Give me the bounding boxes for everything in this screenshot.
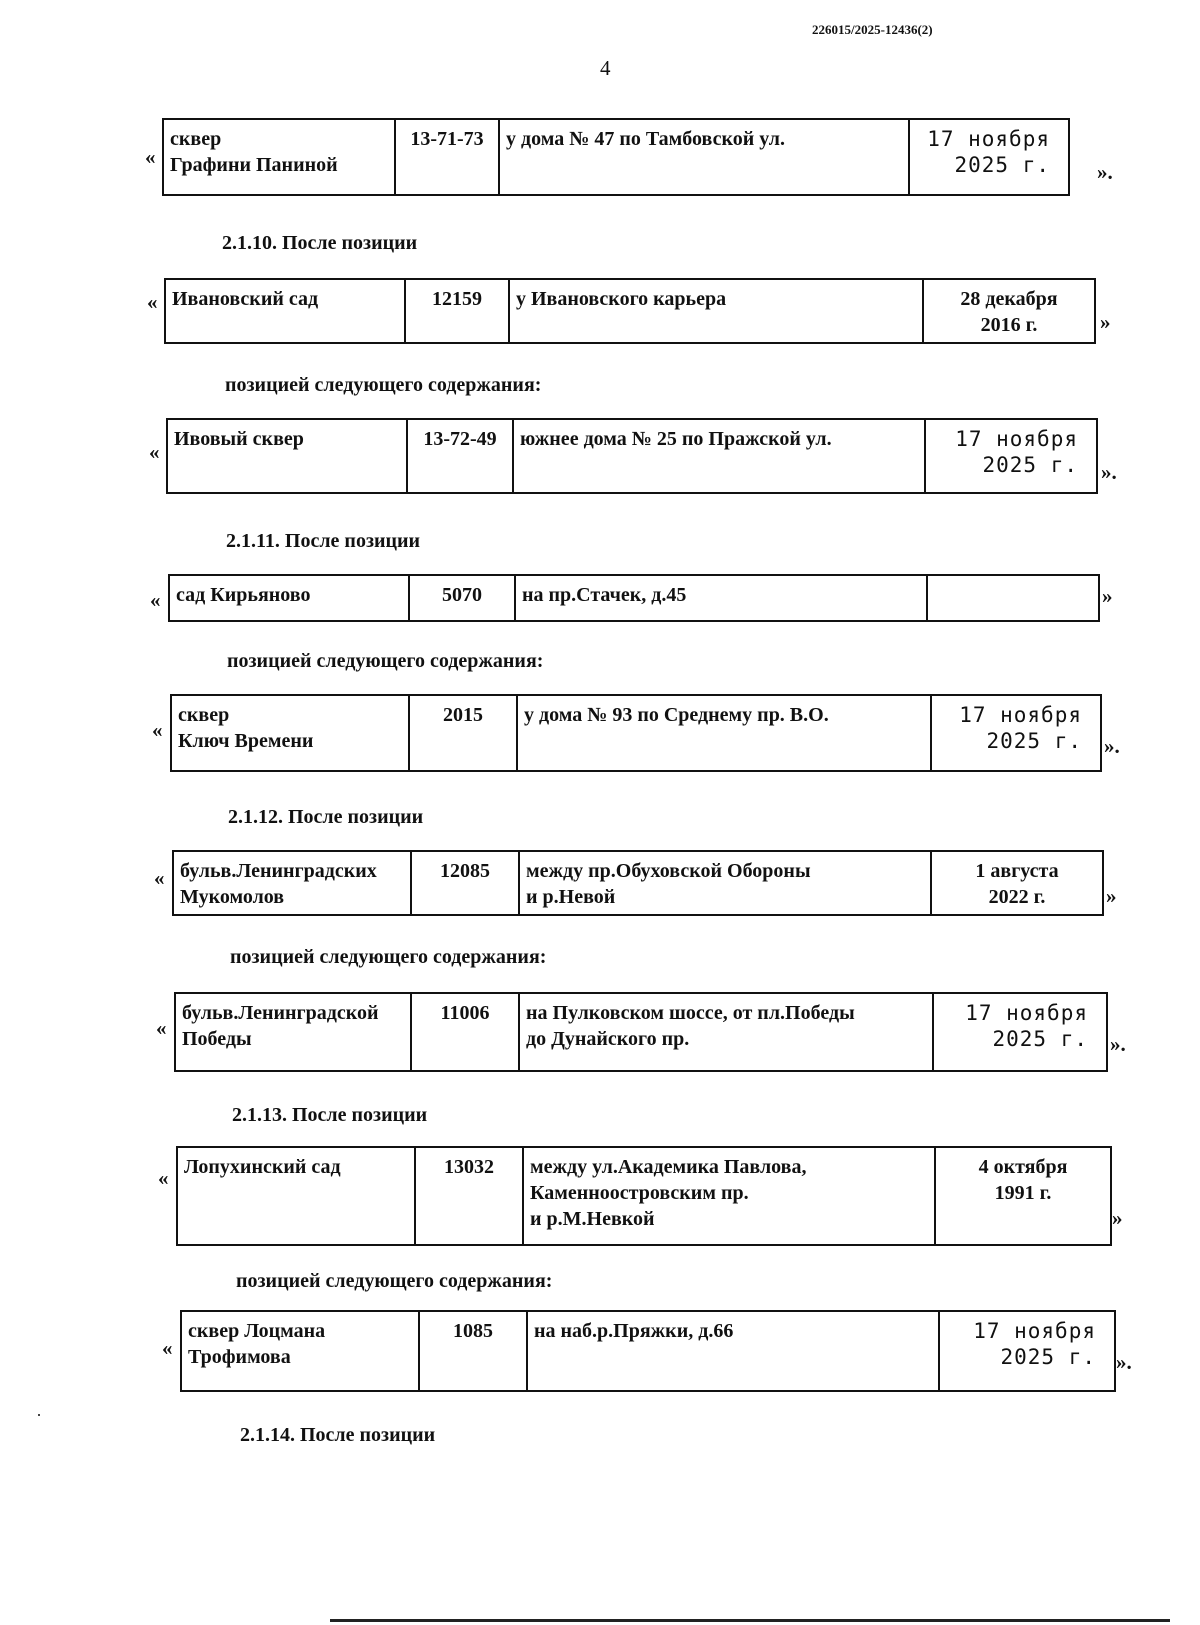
open-quote: « bbox=[152, 718, 163, 742]
object-date: 4 октября 1991 г. bbox=[935, 1147, 1111, 1245]
register-row bbox=[174, 992, 1108, 1072]
object-code: 1085 bbox=[419, 1311, 527, 1391]
open-quote: « bbox=[150, 588, 161, 612]
section-heading: 2.1.12. После позиции bbox=[228, 806, 424, 828]
register-row bbox=[166, 418, 1098, 494]
object-name: Ивановский сад bbox=[165, 279, 405, 343]
object-code: 13-71-73 bbox=[395, 119, 499, 195]
object-code: 12159 bbox=[405, 279, 509, 343]
object-location: у дома № 93 по Среднему пр. В.О. bbox=[517, 695, 931, 771]
object-location: на Пулковском шоссе, от пл.Победы до Дунайского пр. bbox=[519, 993, 933, 1071]
close-quote: » bbox=[1112, 1206, 1123, 1230]
object-location: между пр.Обуховской Обороны и р.Невой bbox=[519, 851, 931, 915]
close-quote: ». bbox=[1104, 734, 1120, 758]
close-quote: ». bbox=[1097, 160, 1113, 184]
object-code: 12085 bbox=[411, 851, 519, 915]
open-quote: « bbox=[145, 145, 156, 169]
object-date bbox=[927, 575, 1099, 621]
close-quote: ». bbox=[1101, 460, 1117, 484]
open-quote: « bbox=[158, 1166, 169, 1190]
object-name: Ивовый сквер bbox=[167, 419, 407, 493]
object-location: у дома № 47 по Тамбовской ул. bbox=[499, 119, 909, 195]
register-row bbox=[164, 278, 1096, 344]
object-location: между ул.Академика Павлова, Каменноостровским пр. и р.М.Невкой bbox=[523, 1147, 935, 1245]
object-location: у Ивановского карьера bbox=[509, 279, 923, 343]
open-quote: « bbox=[156, 1016, 167, 1040]
page-number: 4 bbox=[600, 56, 611, 80]
object-name: бульв.Ленинградской Победы bbox=[175, 993, 411, 1071]
object-code: 2015 bbox=[409, 695, 517, 771]
close-quote: ». bbox=[1116, 1350, 1132, 1374]
register-row bbox=[172, 850, 1104, 916]
object-date: 17 ноября 2025 г. bbox=[933, 993, 1107, 1071]
object-code: 13032 bbox=[415, 1147, 523, 1245]
section-heading: 2.1.11. После позиции bbox=[226, 530, 421, 552]
close-quote: » bbox=[1102, 584, 1113, 608]
object-location: южнее дома № 25 по Пражской ул. bbox=[513, 419, 925, 493]
object-name: бульв.Ленинградских Мукомолов bbox=[173, 851, 411, 915]
register-row bbox=[162, 118, 1070, 196]
object-name: сквер Ключ Времени bbox=[171, 695, 409, 771]
close-quote: » bbox=[1100, 310, 1111, 334]
close-quote: » bbox=[1106, 884, 1117, 908]
register-row bbox=[170, 694, 1102, 772]
object-date: 28 декабря 2016 г. bbox=[923, 279, 1095, 343]
open-quote: « bbox=[162, 1336, 173, 1360]
object-name: Лопухинский сад bbox=[177, 1147, 415, 1245]
register-row bbox=[168, 574, 1100, 622]
section-heading: позицией следующего содержания: bbox=[227, 650, 544, 672]
register-row bbox=[176, 1146, 1112, 1246]
object-name: сквер Графини Паниной bbox=[163, 119, 395, 195]
section-heading: позицией следующего содержания: bbox=[230, 946, 547, 968]
object-name: сад Кирьяново bbox=[169, 575, 409, 621]
section-heading: 2.1.13. После позиции bbox=[232, 1104, 428, 1126]
section-heading: позицией следующего содержания: bbox=[236, 1270, 553, 1292]
object-code: 5070 bbox=[409, 575, 515, 621]
open-quote: « bbox=[154, 866, 165, 890]
document-number: 226015/2025-12436(2) bbox=[812, 22, 933, 37]
object-location: на наб.р.Пряжки, д.66 bbox=[527, 1311, 939, 1391]
section-heading: 2.1.14. После позиции bbox=[240, 1424, 436, 1446]
object-date: 17 ноября 2025 г. bbox=[909, 119, 1069, 195]
object-code: 11006 bbox=[411, 993, 519, 1071]
object-date: 17 ноября 2025 г. bbox=[939, 1311, 1115, 1391]
section-heading: 2.1.10. После позиции bbox=[222, 232, 418, 254]
object-name: сквер Лоцмана Трофимова bbox=[181, 1311, 419, 1391]
object-location: на пр.Стачек, д.45 bbox=[515, 575, 927, 621]
object-date: 1 августа 2022 г. bbox=[931, 851, 1103, 915]
register-row bbox=[180, 1310, 1116, 1392]
close-quote: ». bbox=[1110, 1032, 1126, 1056]
object-code: 13-72-49 bbox=[407, 419, 513, 493]
open-quote: « bbox=[149, 440, 160, 464]
scan-speck bbox=[38, 1414, 40, 1416]
object-date: 17 ноября 2025 г. bbox=[925, 419, 1097, 493]
object-date: 17 ноября 2025 г. bbox=[931, 695, 1101, 771]
open-quote: « bbox=[147, 290, 158, 314]
scan-edge-line bbox=[330, 1619, 1170, 1622]
section-heading: позицией следующего содержания: bbox=[225, 374, 542, 396]
